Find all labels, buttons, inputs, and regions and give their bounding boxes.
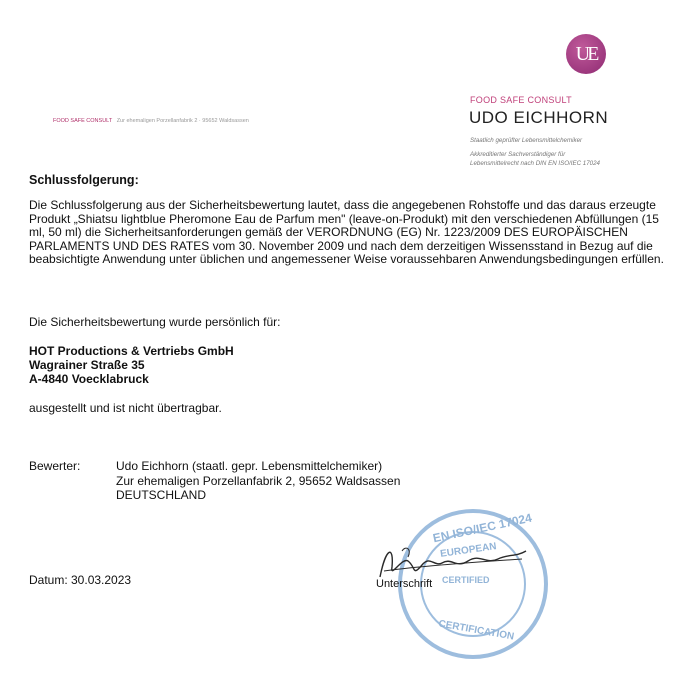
assessor-country: DEUTSCHLAND — [116, 488, 207, 502]
sender-address: Zur ehemaligen Porzellanfabrik 2 · 95652 Waldsassen — [116, 118, 249, 124]
stamp-ring-top: EN ISO/IEC 17024 — [431, 510, 534, 546]
header-subtitle-1: Staatlich geprüfter Lebensmittelchemiker — [470, 137, 583, 144]
sender-line — [53, 118, 249, 124]
signature-label: Unterschrift — [376, 578, 433, 590]
header-subtitle-2: Akkreditierter Sachverständiger für — [470, 151, 566, 158]
section-title: Schlussfolgerung: — [29, 173, 139, 187]
company-logo — [566, 34, 606, 74]
recipient-company: HOT Productions & Vertriebs GmbH — [29, 344, 234, 358]
recipient-city: A-4840 Voecklabruck — [29, 372, 149, 386]
assessor-address: Zur ehemaligen Porzellanfabrik 2, 95652 Waldsassen — [116, 474, 401, 488]
sender-brand: FOOD SAFE CONSULT — [53, 118, 113, 124]
header-name: UDO EICHHORN — [469, 108, 609, 127]
logo-monogram: UE — [575, 42, 597, 65]
assessor-label: Bewerter: — [29, 459, 81, 473]
stamp-center: CERTIFIED — [442, 575, 490, 585]
stamp-ring-bottom: CERTIFICATION — [437, 618, 515, 643]
recipient-street: Wagrainer Straße 35 — [29, 358, 145, 372]
conclusion-paragraph: Die Schlussfolgerung aus der Sicherheitsbewertung lautet, dass die angegebenen Rohstoffe und das daraus erzeugte Produkt „Shiatsu lightblue Pheromone Eau de Parfum men" (leave-on-Produkt) mit den verschiedenen Abfüllungen (15 ml, 50 ml) die Sicherheitsanforderungen gemäß der VERORDNUNG (EG) Nr. 1223/2009 DES EUROPÄISCHEN PARLAMENTS UND DES RATES vom 30. November 2009 und nach dem derzeitigen Wissensstand in Bezug auf die beabsichtigte Anwendung unter üblichen und angemessener Weise voraussehbaren Anwendungsbedingungen erfüllen. — [29, 198, 664, 267]
not-transferable-text: ausgestellt und ist nicht übertragbar. — [29, 401, 222, 415]
date-text: Datum: 30.03.2023 — [29, 573, 132, 587]
stamp-ring-mid: EUROPEAN — [439, 541, 498, 560]
assessor-name: Udo Eichhorn (staatl. gepr. Lebensmittelchemiker) — [116, 459, 383, 473]
header-company: FOOD SAFE CONSULT — [470, 95, 572, 105]
issued-for-text: Die Sicherheitsbewertung wurde persönlich für: — [29, 315, 281, 329]
header-subtitle-3: Lebensmittelrecht nach DIN EN ISO/IEC 17024 — [470, 160, 601, 167]
